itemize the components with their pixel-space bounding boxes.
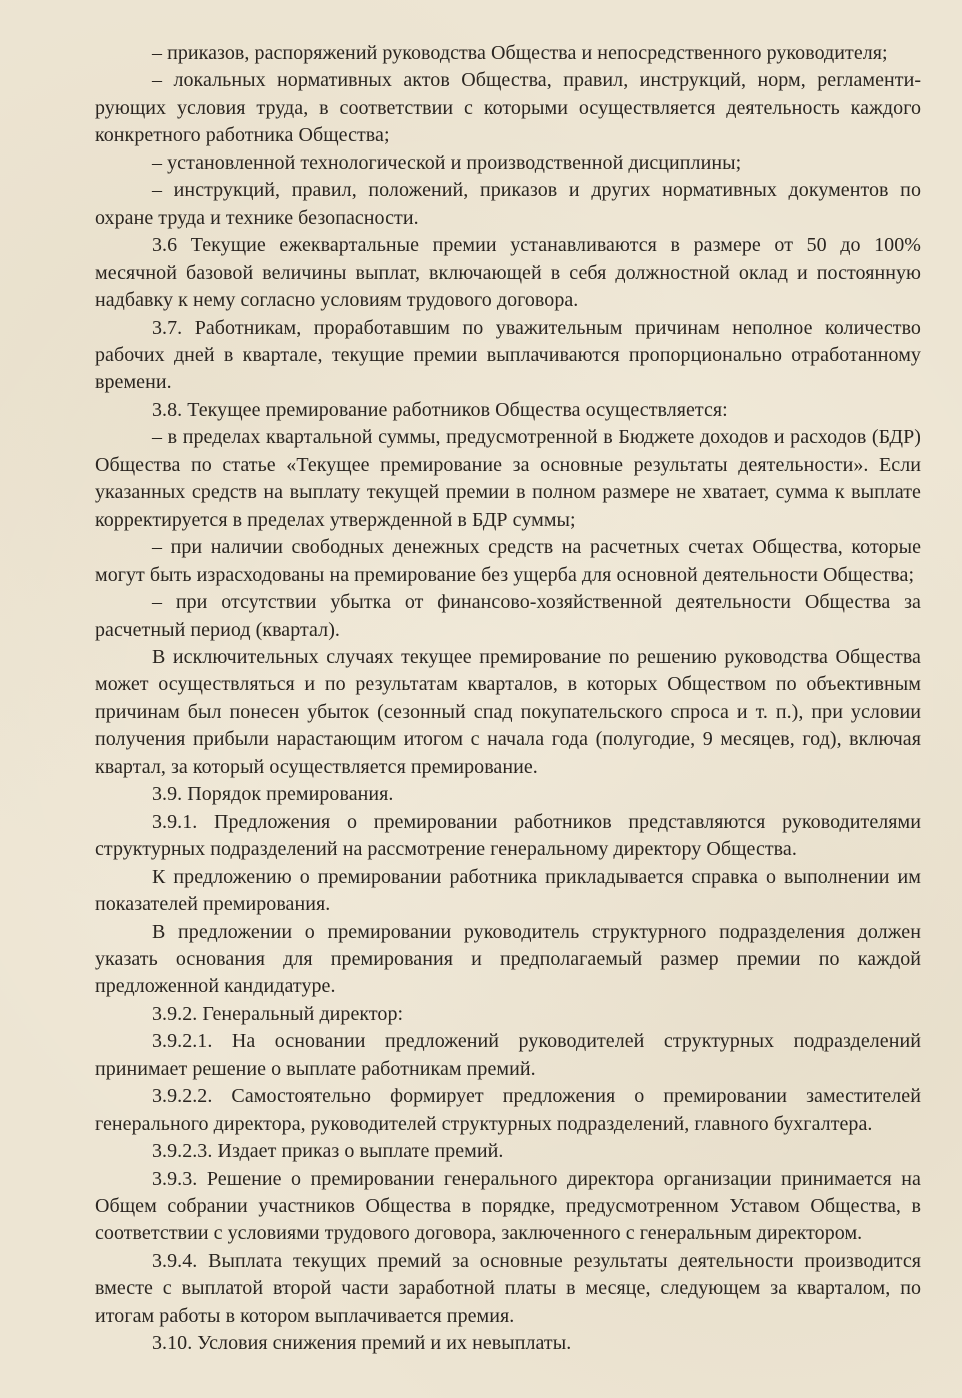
document-page bbox=[95, 40, 921, 1358]
clause-3-9-1: 3.9.1. Предложения о премировании работников представляются руководителями структурных подразделений на рассмотрение генеральному директору Общества. bbox=[95, 810, 921, 861]
list-item-no-loss: – при отсутствии убытка от финансово-хозяйственной деятельности Общества за расчетный период (квартал). bbox=[95, 591, 921, 641]
clause-3-10: 3.10. Условия снижения премий и их невыплаты. bbox=[152, 1332, 572, 1355]
clause-3-9-2: 3.9.2. Генеральный директор: bbox=[152, 1002, 404, 1025]
clause-3-9-3: 3.9.3. Решение о премировании генерального директора организации принимается на Общем собрании участников Общества в порядке, предусмотренном Уставом Общества, в соответствии с условиями трудового договора, заключенного с генеральным директором. bbox=[95, 1167, 921, 1245]
clause-3-9-2-2: 3.9.2.2. Самостоятельно формирует предложения о премировании заместителей генерального директора, руководителей структурных подразделений, главного бухгалтера. bbox=[95, 1085, 921, 1135]
paragraph-exceptional-cases: В исключительных случаях текущее премирование по решению руководства Общества может осуществляться и по результатам кварталов, в которых Обществом по объективным причинам был понесен убыток (сезонный спад покупательского спроса и т. п.), при условии получения прибыли нарастающим итогом с начала года (полугодие, 9 месяцев, год), включая квартал, за который осуществляется премирование. bbox=[95, 645, 921, 778]
paragraph-grounds: В предложении о премировании руководитель структурного подразделения должен указать основания для премирования и предполагаемый размер премии по каждой предложенной кандидатуре. bbox=[95, 920, 921, 998]
clause-3-9-2-3: 3.9.2.3. Издает приказ о выплате премий. bbox=[152, 1140, 504, 1163]
clause-3-9-2-1: 3.9.2.1. На основании предложений руководителей структурных подразделений принимает решение о выплате работникам премий. bbox=[95, 1030, 921, 1080]
clause-3-6: 3.6 Текущие ежеквартальные премии устанавливаются в размере от 50 до 100% месячной базовой величины выплат, включающей в себя должностной оклад и постоянную надбавку к нему согласно условиям трудового договора. bbox=[95, 234, 921, 312]
list-item-safety: – инструкций, правил, положений, приказов и других нормативных документов по охране труда и технике безопасности. bbox=[95, 179, 921, 229]
list-item-local-acts: – локальных нормативных актов Общества, правил, инструкций, норм, регламентирующих условия труда, в соответствии с которыми осуществляется деятельность каждого конкретного работника Общества; bbox=[95, 69, 921, 147]
clause-3-9-4: 3.9.4. Выплата текущих премий за основные результаты деятельности производится вместе с выплатой второй части заработной платы в месяце, следующем за кварталом, по итогам работы в котором выплачивается премия. bbox=[95, 1249, 921, 1327]
clause-3-7: 3.7. Работникам, проработавшим по уважительным причинам неполное количество рабочих дней в квартале, текущие премии выплачиваются пропорционально отработанному времени. bbox=[95, 316, 921, 394]
list-item-orders: – приказов, распоряжений руководства Общества и непосредственного руководителя; bbox=[152, 42, 888, 64]
paragraph-reference: К предложению о премировании работника прикладывается справка о выполнении им показателей премирования. bbox=[95, 865, 921, 916]
list-item-budget: – в пределах квартальной суммы, предусмотренной в Бюджете доходов и расходов (БДР) Общества по статье «Текущее премирование за основные результаты деятельности». Если указанных средств на выплату текущей премии в полном размере не хватает, сумма к выплате корректируется в пределах утвержденной в БДР суммы; bbox=[95, 426, 921, 531]
clause-3-8: 3.8. Текущее премирование работников Общества осуществляется: bbox=[152, 398, 728, 421]
list-item-discipline: – установленной технологической и производственной дисциплины; bbox=[152, 151, 742, 174]
clause-3-9: 3.9. Порядок премирования. bbox=[152, 783, 394, 806]
list-item-free-funds: – при наличии свободных денежных средств на расчетных счетах Общества, которые могут быть израсходованы на премирование без ущерба для основной деятельности Общества; bbox=[95, 536, 921, 586]
